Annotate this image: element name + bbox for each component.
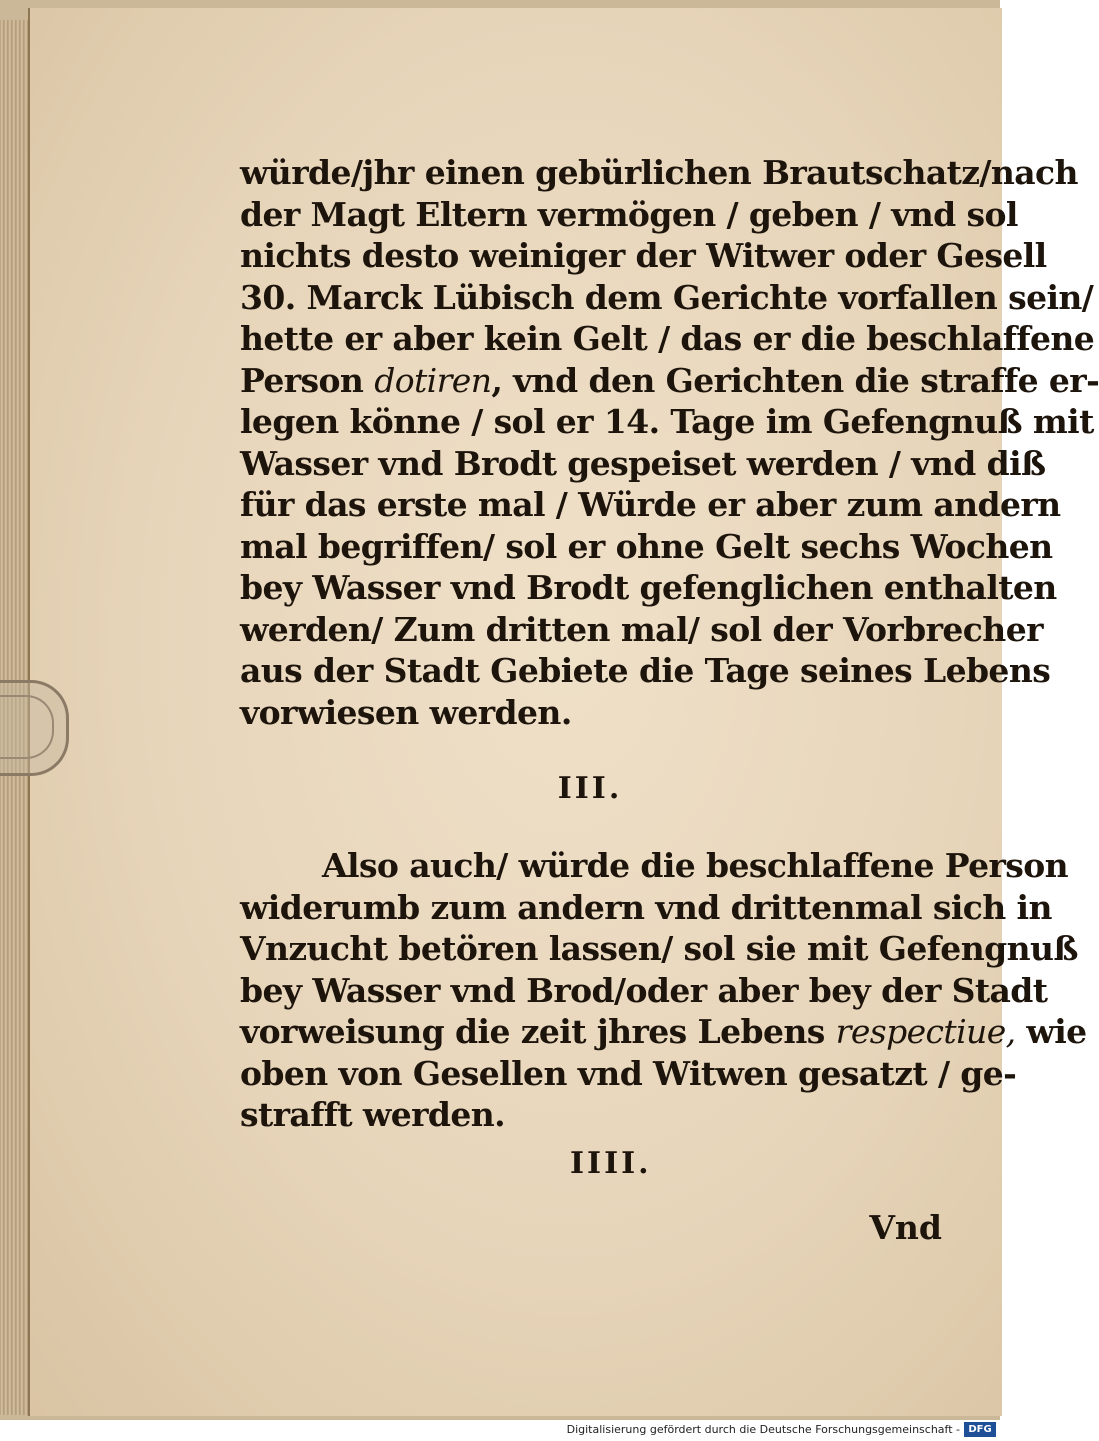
text-line: würde/jhr einen gebürlichen Brautschatz/nach [240, 153, 1078, 192]
text-line: mal begriffen/ sol er ohne Gelt sechs Wochen [240, 526, 1053, 566]
text-line: für das erste mal / Würde er aber zum andern [240, 485, 1061, 524]
text-segment: vorweisung die zeit jhres Lebens [240, 1012, 836, 1051]
text-line: bey Wasser vnd Brod/oder aber bey der Stadt [240, 970, 1048, 1010]
section-number: IIII. [570, 1146, 652, 1181]
text-segment: , vnd den Gerichten die straffe er- [491, 360, 1099, 400]
footer [0, 1420, 1000, 1441]
text-line: der Magt Eltern vermögen / geben / vnd sol [240, 194, 1018, 234]
footer-credit: Digitalisierung gefördert durch die Deutsche Forschungsgemeinschaft - [566, 1423, 960, 1436]
text-line: Also auch/ würde die beschlaffene Person [322, 846, 1069, 885]
text-line [240, 1011, 1087, 1053]
text-line: 30. Marck Lübisch dem Gerichte vorfallen sein/ [240, 277, 1094, 317]
text-line: vorwiesen werden. [240, 692, 572, 732]
latin-word: respectiue, [835, 1012, 1016, 1051]
paper-clip-inner-icon [0, 695, 54, 759]
latin-word: dotiren [374, 360, 492, 400]
catchword: Vnd [869, 1208, 942, 1247]
text-line: bey Wasser vnd Brodt gefenglichen enthalten [240, 568, 1057, 607]
dfg-logo: DFG [964, 1422, 996, 1437]
section-number: III. [557, 771, 623, 806]
text-line [240, 360, 1099, 402]
text-line: legen könne / sol er 14. Tage im Gefengnuß mit [240, 402, 1094, 441]
text-segment: wie [1015, 1012, 1087, 1051]
text-line: nichts desto weiniger der Witwer oder Gesell [240, 236, 1047, 275]
text-segment: Person [240, 360, 375, 400]
text-line: widerumb zum andern vnd drittenmal sich in [240, 887, 1052, 927]
text-line: oben von Gesellen vnd Witwen gesatzt / ge- [240, 1053, 1017, 1093]
text-line: strafft werden. [240, 1095, 506, 1134]
body-text [240, 152, 1099, 1136]
text-line: Vnzucht betören lassen/ sol sie mit Gefengnuß [240, 929, 1078, 968]
text-line: hette er aber kein Gelt / das er die beschlaffene [240, 319, 1095, 358]
text-line: Wasser vnd Brodt gespeiset werden / vnd diß [240, 443, 1046, 483]
text-line: werden/ Zum dritten mal/ sol der Vorbrecher [240, 609, 1043, 649]
text-line: aus der Stadt Gebiete die Tage seines Lebens [240, 651, 1051, 690]
